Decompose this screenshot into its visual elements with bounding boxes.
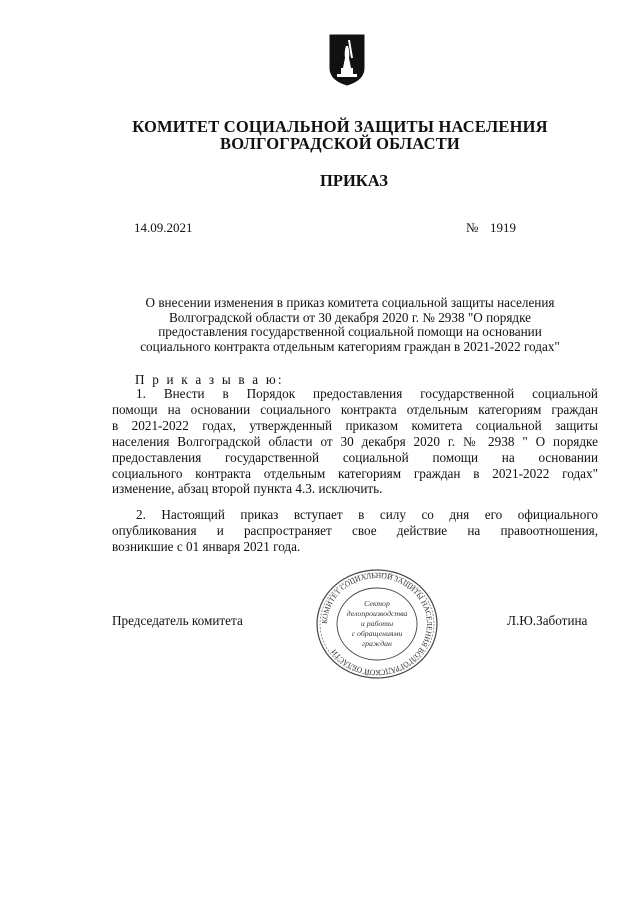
stamp-center-line: граждан bbox=[362, 639, 392, 648]
stamp-center-line: и работы bbox=[360, 619, 394, 628]
number-label: № bbox=[466, 220, 479, 235]
document-number: 1919 bbox=[490, 220, 516, 235]
subject-line: Волгоградской области от 30 декабря 2020 г. № 2938 "О порядке bbox=[168, 309, 532, 325]
paragraph-line: изменение, абзац второй пункта 4.3. исключить. bbox=[112, 481, 383, 497]
stamp-center-line: делопроизводства bbox=[346, 609, 408, 618]
paragraph-line: предоставления государственной социальной помощи на основании bbox=[112, 449, 598, 465]
document-date: 14.09.2021 bbox=[134, 220, 193, 235]
paragraph-2 bbox=[112, 507, 598, 555]
subject-line: О внесении изменения в приказ комитета социальной защиты населения bbox=[145, 295, 555, 310]
organization-name-line1: КОМИТЕТ СОЦИАЛЬНОЙ ЗАЩИТЫ НАСЕЛЕНИЯ bbox=[132, 117, 548, 136]
stamp-center-line: Сектор bbox=[364, 599, 390, 608]
signatory-position: Председатель комитета bbox=[112, 613, 243, 628]
paragraph-line: опубликования и распространяет свое действие на правоотношения, bbox=[112, 522, 598, 538]
paragraph-line: в 2021-2022 годах, утвержденный приказом комитета социальной защиты bbox=[112, 417, 598, 433]
paragraph-line: 1. Внести в Порядок предоставления государственной социальной bbox=[136, 386, 598, 401]
paragraph-line: 2. Настоящий приказ вступает в силу со дня его официального bbox=[136, 507, 598, 522]
stamp-ring-text: КОМИТЕТ СОЦИАЛЬНОЙ ЗАЩИТЫ НАСЕЛЕНИЯ ВОЛГОГРАДСКОЙ ОБЛАСТИ bbox=[319, 570, 435, 678]
paragraph-line: помощи на основании социального контракта отдельным категориям граждан bbox=[112, 401, 598, 417]
paragraph-1 bbox=[112, 386, 598, 497]
coat-of-arms-icon bbox=[329, 34, 365, 86]
subject-line: предоставления государственной социальной помощи на основании bbox=[158, 324, 542, 340]
subject-line: социального контракта отдельным категориям граждан в 2021-2022 годах" bbox=[140, 338, 560, 354]
paragraph-line: населения Волгоградской области от 30 декабря 2020 г. № 2938 " О порядке bbox=[112, 433, 598, 449]
document-subject bbox=[100, 296, 600, 354]
signatory-name: Л.Ю.Заботина bbox=[507, 613, 588, 628]
document-type-title: ПРИКАЗ bbox=[320, 171, 388, 190]
organization-name-line2: ВОЛГОГРАДСКОЙ ОБЛАСТИ bbox=[220, 134, 460, 153]
paragraph-line: возникшие с 01 января 2021 года. bbox=[112, 538, 301, 554]
orders-heading: П р и к а з ы в а ю: bbox=[135, 372, 284, 387]
official-stamp bbox=[314, 568, 440, 680]
stamp-center-line: с обращениями bbox=[351, 629, 403, 638]
paragraph-line: социального контракта отдельным категориям граждан в 2021-2022 годах" bbox=[112, 465, 598, 481]
